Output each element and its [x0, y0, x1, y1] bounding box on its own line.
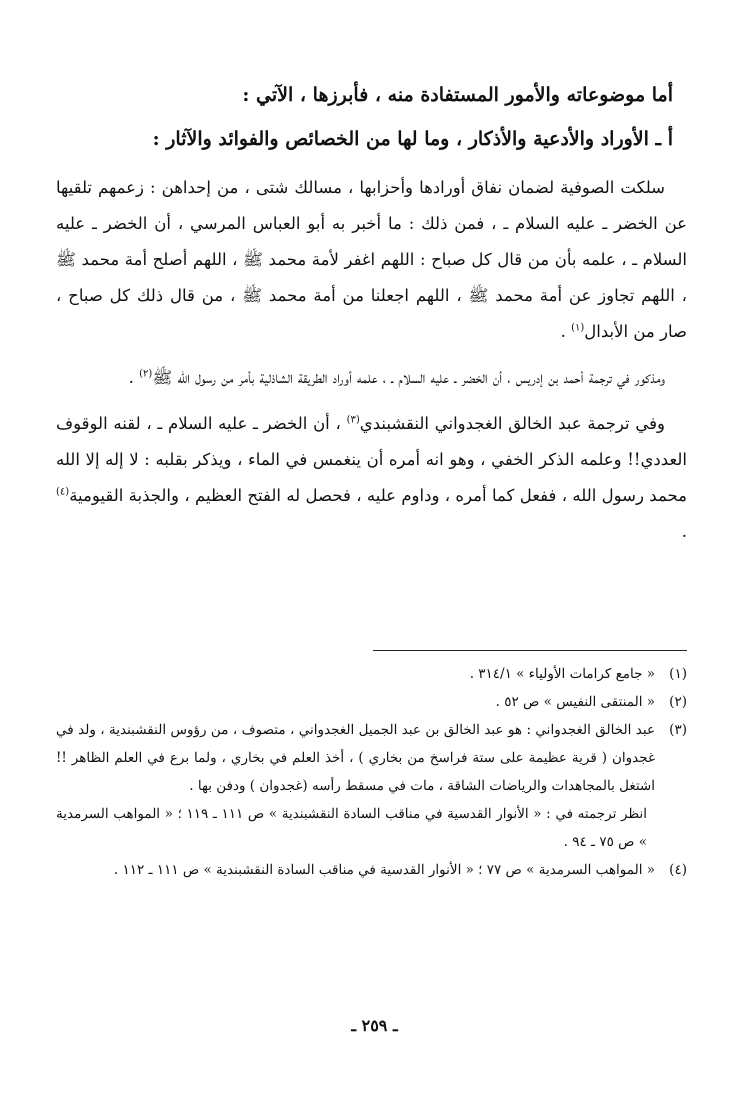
paragraph-3	[56, 406, 687, 550]
footnote-number: (١)	[669, 666, 687, 682]
footnote-divider	[373, 650, 687, 651]
paragraph-end: .	[681, 522, 687, 541]
paragraph-1	[56, 170, 687, 350]
section-heading: أما موضوعاته والأمور المستفادة منه ، فأبرزها ، الآتي :	[242, 84, 673, 106]
paragraph-text: ومذكور في ترجمة أحمد بن إدريس ، أن الخضر ـ عليه السلام ـ ، علمه أوراد الطريقة الشاذلية بأمر من رسول الله ﷺ	[152, 368, 665, 387]
footnote-ref[interactable]: (٣)	[346, 414, 360, 426]
main-text	[56, 70, 687, 560]
page-number: ـ ٢٥٩ ـ	[351, 1016, 398, 1035]
footnote-continuation: انظر ترجمته في : « الأنوار القدسية في مناقب السادة النقشبندية » ص ١١١ ـ ١١٩ ؛ « المواهب السرمدية » ص ٧٥ ـ ٩٤ .	[56, 806, 648, 850]
paragraph-lead: وفي ترجمة عبد الخالق الغجدواني النقشبندي	[359, 414, 665, 433]
footnote-ref[interactable]: (١)	[571, 322, 585, 334]
paragraph-end: .	[560, 322, 572, 341]
footnote-text: « جامع كرامات الأولياء » ٣١٤/١ .	[469, 666, 655, 682]
footnote-ref[interactable]: (٤)	[56, 486, 70, 498]
footnote-1	[56, 660, 687, 688]
footnote-number: (٢)	[669, 694, 687, 710]
paragraph-2	[56, 360, 687, 396]
footnote-text: عبد الخالق الغجدواني : هو عبد الخالق بن عبد الجميل الغجدواني ، متصوف ، من رؤوس النقشبندية ، ولد في غجدوان ( قرية عظيمة على ستة فراسخ من بخاري ) ، أخذ العلم في بخاري ، ولما برع في العلم الظاهر !! اشتغل بالمجاهدات والرياضات الشاقة ، مات في مسقط رأسه (غجدوان ) ودفن بها .	[56, 722, 655, 794]
paragraph-text: ، أن الخضر ـ عليه السلام ـ ، لقنه الوقوف العددي!! وعلمه الذكر الخفي ، وهو انه أمره أن ينغمس في الماء ، ويذكر بقلبه : لا إله إلا الله محمد رسول الله ، ففعل كما أمره ، وداوم عليه ، فحصل له الفتح العظيم ، والجذبة القيومية	[56, 414, 687, 505]
paragraph-text: سلكت الصوفية لضمان نفاق أورادها وأحزابها ، مسالك شتى ، من إحداهن : زعمهم تلقيها عن الخضر ـ عليه السلام ـ ، فمن ذلك : ما أخبر به أبو العباس المرسي ، أن الخضر ـ عليه السلام ـ ، علمه بأن من قال كل صباح : اللهم اغفر لأمة محمد ﷺ ، اللهم أصلح أمة محمد ﷺ ، اللهم تجاوز عن أمة محمد ﷺ ، اللهم اجعلنا من أمة محمد ﷺ ، من قال ذلك كل صباح ، صار من الأبدال	[56, 178, 687, 341]
footnote-3	[56, 716, 687, 800]
footnotes	[56, 660, 687, 884]
subsection-heading: أ ـ الأوراد والأدعية والأذكار ، وما لها من الخصائص والفوائد والآثار :	[152, 128, 673, 150]
paragraph-end: .	[128, 368, 140, 387]
footnote-text: « المواهب السرمدية » ص ٧٧ ؛ « الأنوار القدسية في مناقب السادة النقشبندية » ص ١١١ ـ ١١٢ .	[113, 862, 655, 878]
footnote-4	[56, 856, 687, 884]
footnote-number: (٤)	[669, 862, 687, 878]
footnote-2	[56, 688, 687, 716]
footnote-ref[interactable]: (٢)	[139, 368, 153, 380]
footnote-text: « المنتقى النفيس » ص ٥٢ .	[495, 694, 655, 710]
footnote-number: (٣)	[669, 722, 687, 738]
